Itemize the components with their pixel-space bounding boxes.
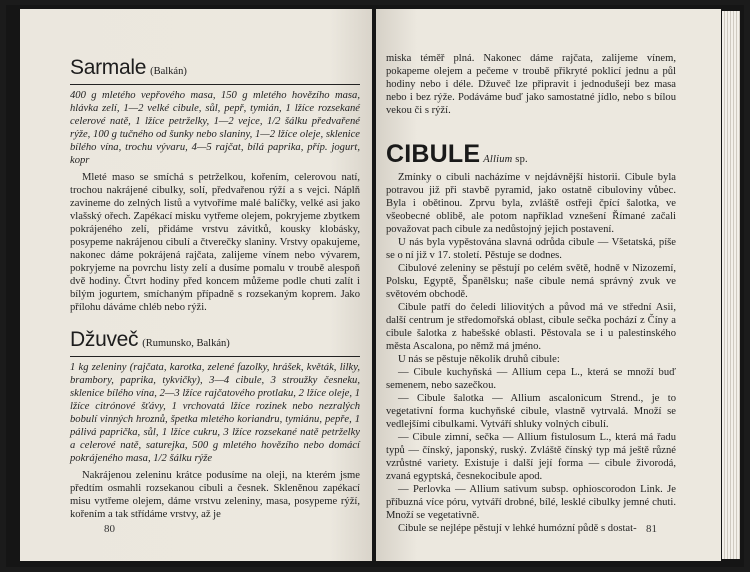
latin-name: Allium sp. xyxy=(483,154,528,165)
paragraph: — Cibule šalotka — Allium ascalonicum Strend., je to vegetativní forma kuchyňské cibule, vlastně vytrvalá. Množí se vedlejšími cibulkami. Vytváří shluky volných cibulí. xyxy=(386,393,676,430)
continuation-text: miska téměř plná. Nakonec dáme rajčata, zalijeme vínem, pokapeme olejem a pečeme v troubě přikryté poklicí jednu a půl hodiny nebo i déle. Džuveč lze připravit i jednodušeji bez masa nebo i bez rýže. Podáváme buď jako samostatné jídlo, nebo s bílou vekou či s rýží. xyxy=(386,53,676,116)
paragraph: Cibule se nejlépe pěstují v lehké humózní půdě s dostat- xyxy=(398,523,637,534)
page-number-left: 80 xyxy=(104,523,115,535)
paragraph: — Perlovka — Allium sativum subsp. ophioscorodon Link. Je příbuzná více póru, vytváří drobné, bílé, lesklé cibulky jemné chuti. Množí se vegetativně. xyxy=(386,484,676,521)
cibule-article xyxy=(386,171,676,535)
section-title-cibule: CIBULE Allium sp. xyxy=(386,140,528,168)
recipe-origin: (Rumunsko, Balkán) xyxy=(142,338,230,349)
ingredients-sarmale: 400 g mletého vepřového masa, 150 g mletého hovězího masa, hlávka zelí, 1—2 velké cibule, sůl, pepř, tymián, 1 lžíce rozsekané celerové natě, 1 lžíce petrželky, 1—2 vejce, 1/2 šálku předvařené rýže, 100 g tučného od šunky nebo slaniny, 1—2 lžíce oleje, sklenice bílého vína, trochu vývaru, 4—5 rajčat, bílá paprika, příp. jogurt, kopr xyxy=(70,90,360,166)
paragraph: U nás se pěstuje několik druhů cibule: xyxy=(398,354,560,365)
recipe-origin: (Balkán) xyxy=(150,66,187,77)
method-sarmale: Mleté maso se smíchá s petrželkou, kořením, celerovou natí, trochou nakrájené cibulky, solí, předvařenou rýží a s vejci. Náplň zavineme do zelných listů a vytvoříme malé balíčky, velké asi jako vlašský ořech. Zapékací misku vytřeme olejem, pokryjeme zbytkem pokrájeného zelí, přidáme vrstvu závitků, kousky klobásky, posypeme nakrájenou cibulí a čtverečky slaniny. Vrstvy opakujeme, nakonec dáme pokrájená rajčata, zalijeme vínem nebo vývarem, pokryjeme na povrchu listy zelí a dusíme pomalu v troubě alespoň dvě hodiny. Čtvrt hodiny před koncem můžeme podle chuti zalít i bílým jogurtem, smíchaným případně s rozsekaným koprem. Jako přílohu dáváme chléb nebo rýži. xyxy=(70,172,360,313)
paragraph: Zmínky o cibuli nacházíme v nejdávnější historii. Cibule byla potravou již při stavbě pyramid, jako ostatně cibuloviny vůbec. Byla i obětinou. Zprvu byla, zvláště ostřeji čpící šalotka, ve všeobecné oblibě, ale potom například vznešení Římané začali považovat pach cibule za nedůstojný jejich postavení. xyxy=(386,172,676,235)
method-dzuvec: Nakrájenou zeleninu krátce podusíme na oleji, na kterém jsme předtím osmahli rozsekanou cibuli a česnek. Skleněnou zapékací misu vytřeme olejem, dáme vrstvu zeleniny, masa, posypeme rýží, kořením a tak střídáme vrstvy, až je xyxy=(70,470,360,520)
recipe-title-dzuvec: Džuveč (Rumunsko, Balkán) xyxy=(70,328,230,351)
paragraph: U nás byla vypěstována slavná odrůda cibule — Všetatská, píše se o ní již v 17. století. Pěstuje se dodnes. xyxy=(386,237,676,261)
ingredients-dzuvec: 1 kg zeleniny (rajčata, karotka, zelené fazolky, hrášek, květák, lilky, brambory, paprika, tykvičky), 3—4 cibule, 3 stroužky česneku, sklenice bílého vína, 2—3 lžíce rajčatového protlaku, 2 lžíce oleje, 1 lžíce citrónové šťávy, 1 vrchovatá lžíce rozinek nebo nezralých bobulí vinných hroznů, špetka mletého koriandru, tymiánu, pepře, 1 pálivá paprička, sůl, 1 lžíce cukru, 3 lžíce rozsekané natě petrželky a celerové natě, saturejka, 500 g mletého hovězího nebo domácí pokrájeného masa, 1/2 šálku rýže xyxy=(70,362,360,464)
right-page xyxy=(376,9,721,561)
left-page xyxy=(20,9,372,561)
open-book xyxy=(6,5,744,567)
page-edges xyxy=(722,11,740,559)
paragraph: Cibulové zeleniny se pěstují po celém světě, hodně v Nizozemí, Polsku, Egyptě, Španělsku; naše cibule nemá správný zvuk ve světovém obchodě. xyxy=(386,263,676,300)
title-underline xyxy=(70,84,360,85)
paragraph: — Cibule zimní, sečka — Allium fistulosum L., která má řadu typů — čínský, japonský, ruský. Zvláště čínský typ má ještě různé vzrůstné variety. Existuje i další její forma — cibule živorodá, zvaná egyptská, česnekocibule apod. xyxy=(386,432,676,482)
recipe-title-sarmale: Sarmale (Balkán) xyxy=(70,56,187,79)
page-number-right: 81 xyxy=(646,523,657,535)
title-underline xyxy=(70,356,360,357)
paragraph: — Cibule kuchyňská — Allium cepa L., která se množí buď semenem, nebo sazečkou. xyxy=(386,367,676,391)
paragraph: Cibule patří do čeledi liliovitých a původ má ve střední Asii, další centrum je středomořská oblast, cibule sečka pochází z Číny a cibule šalotka z habešské oblasti. Pěstovala se i u palestinského města Ascalona, po němž má jméno. xyxy=(386,302,676,352)
